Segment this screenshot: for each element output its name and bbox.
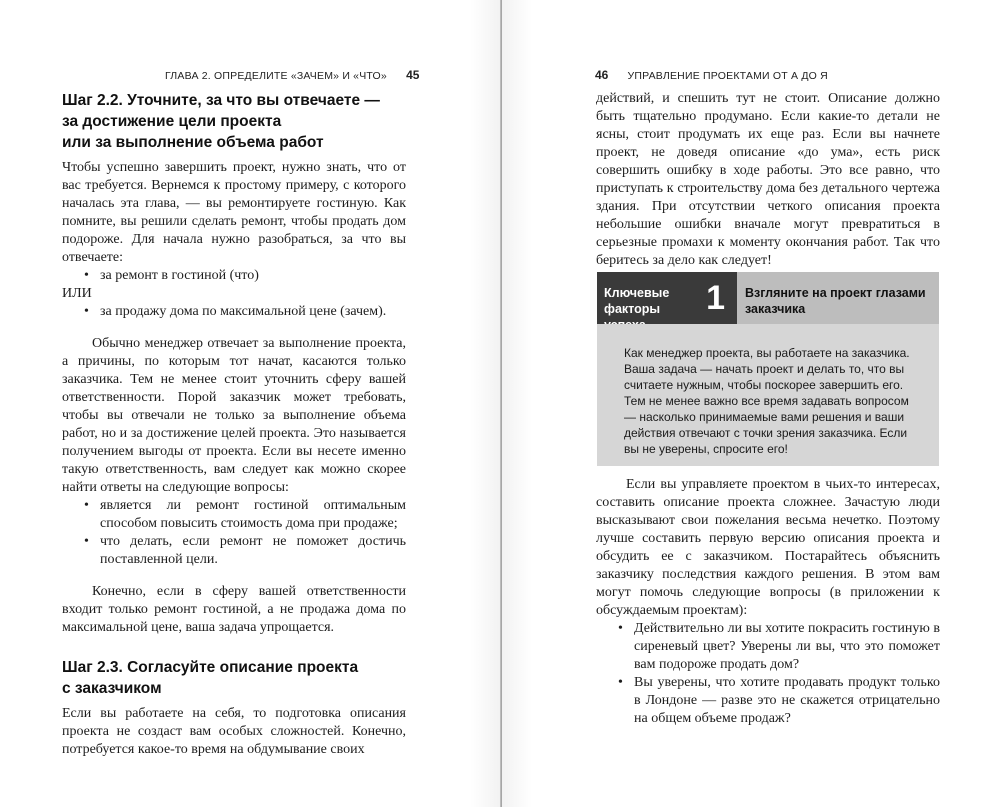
section-heading-step-2-3: [62, 657, 406, 699]
list-item: • Действительно ли вы хотите покрасить гостиную в сиреневый цвет? Уверены ли вы, что это поможет вам подороже продать дом?: [596, 620, 940, 674]
chapter-title: ГЛАВА 2. ОПРЕДЕЛИТЕ «ЗАЧЕМ» И «ЧТО»: [165, 70, 387, 82]
paragraph: Конечно, если в сферу вашей ответственности входит только ремонт гостиной, а не продажа дома по максимальной цене, ваша задача упрощается.: [62, 584, 406, 635]
page-number: 46: [595, 68, 609, 82]
bullet-list: [62, 303, 406, 321]
ksf-body-text: Как менеджер проекта, вы работаете на заказчика. Ваша задача — начать проект и делать то, что вы считаете нужным, чтобы поскорее завершить его. Тем не менее важно все время задавать вопросом — насколько принимаемые вами решения и ваши действия отвечают с точки зрения заказчика. Если вы не уверены, спросите его!: [624, 346, 910, 456]
list-item: • за продажу дома по максимальной цене (зачем).: [62, 303, 406, 321]
right-page: [502, 0, 1000, 807]
paragraph: Чтобы успешно завершить проект, нужно знать, что от вас требуется. Вернемся к простому примеру, с которого началась эта глава, — вы ремонтируете гостиную. Как помните, вы решили сделать ремонт, чтобы продать дом подороже. Для начала нужно разобраться, за что вы отвечаете:: [62, 160, 406, 265]
list-item: • за ремонт в гостиной (что): [62, 267, 406, 285]
ksf-body: [597, 324, 939, 466]
ksf-title-text: Взгляните на проект глазами заказчика: [745, 286, 926, 316]
list-item: • что делать, если ремонт не поможет достичь поставленной цели.: [62, 533, 406, 569]
ksf-label-line: Ключевые: [604, 286, 670, 300]
or-label: ИЛИ: [62, 286, 92, 301]
ksf-header: [597, 272, 939, 324]
heading-line: Шаг 2.2. Уточните, за что вы отвечаете —: [62, 92, 380, 109]
right-text-column-top: [596, 90, 940, 270]
ksf-label: [597, 272, 737, 324]
heading-line: за достижение цели проекта: [62, 113, 282, 130]
section-heading-step-2-2: [62, 90, 406, 153]
paragraph: действий, и спешить тут не стоит. Описание должно быть тщательно продумано. Если какие-то детали не ясны, стоит продумать их еще раз. Если вы начнете проект, не доведя описание «до ума», есть риск совершить ошибку в ходе работы. Это все равно, что приступать к строительству дома без детального чертежа здания. При отсутствии четкого описания проекта небольшие ошибки вначале могут превратиться в серьезные промахи к моменту окончания работ. Так что беритесь за дело как следует!: [596, 91, 940, 268]
book-title: УПРАВЛЕНИЕ ПРОЕКТАМИ ОТ А ДО Я: [627, 70, 828, 82]
ksf-label-line: факторы: [604, 302, 661, 316]
list-item: • является ли ремонт гостиной оптимальным способом повысить стоимость дома при продаже;: [62, 497, 406, 533]
heading-line: с заказчиком: [62, 680, 162, 697]
bullet-list: [62, 267, 406, 285]
bullet-list: [62, 497, 406, 569]
page-number: 45: [406, 68, 420, 82]
running-header-right: [595, 68, 828, 82]
left-text-column: [62, 90, 406, 759]
paragraph: Обычно менеджер отвечает за выполнение проекта, а причины, по которым тот начат, касаются только заказчика. Тем не менее стоит уточнить сферу вашей ответственности. Порой заказчик может требовать, чтобы вы отвечали не только за выполнение объема работ, но и за достижение целей проекта. Это называется получением выгоды от проекта. Если вы несете именно такую ответственность, вам следует как можно скорее найти ответы на следующие вопросы:: [62, 336, 406, 495]
paragraph: Если вы работаете на себя, то подготовка описания проекта не создаст вам особых сложностей. Конечно, потребуется какое-то время на обдумывание своих: [62, 706, 406, 757]
spacer: [62, 321, 406, 335]
spacer: [62, 637, 406, 657]
heading-line: или за выполнение объема работ: [62, 134, 324, 151]
bullet-list: [596, 620, 940, 728]
ksf-title: [737, 272, 939, 324]
key-success-factor-box: [597, 272, 939, 466]
spacer: [62, 569, 406, 583]
ksf-number: 1: [706, 279, 725, 317]
paragraph: Если вы управляете проектом в чьих-то интересах, составить описание проекта сложнее. Зачастую люди высказывают свои пожелания весьма нечетко. Поэтому лучше составить первую версию описания проекта и обсудить ее с заказчиком. Постарайтесь объяснить заказчику последствия каждого решения. В этом вам могут помочь следующие вопросы (в приложении к обсуждаемым проектам):: [596, 477, 940, 618]
running-header-left: [165, 68, 419, 82]
heading-line: Шаг 2.3. Согласуйте описание проекта: [62, 659, 359, 676]
right-text-column-bottom: [596, 476, 940, 728]
list-item: • Вы уверены, что хотите продавать продукт только в Лондоне — разве это не скажется отрицательно на общем объеме продаж?: [596, 674, 940, 728]
